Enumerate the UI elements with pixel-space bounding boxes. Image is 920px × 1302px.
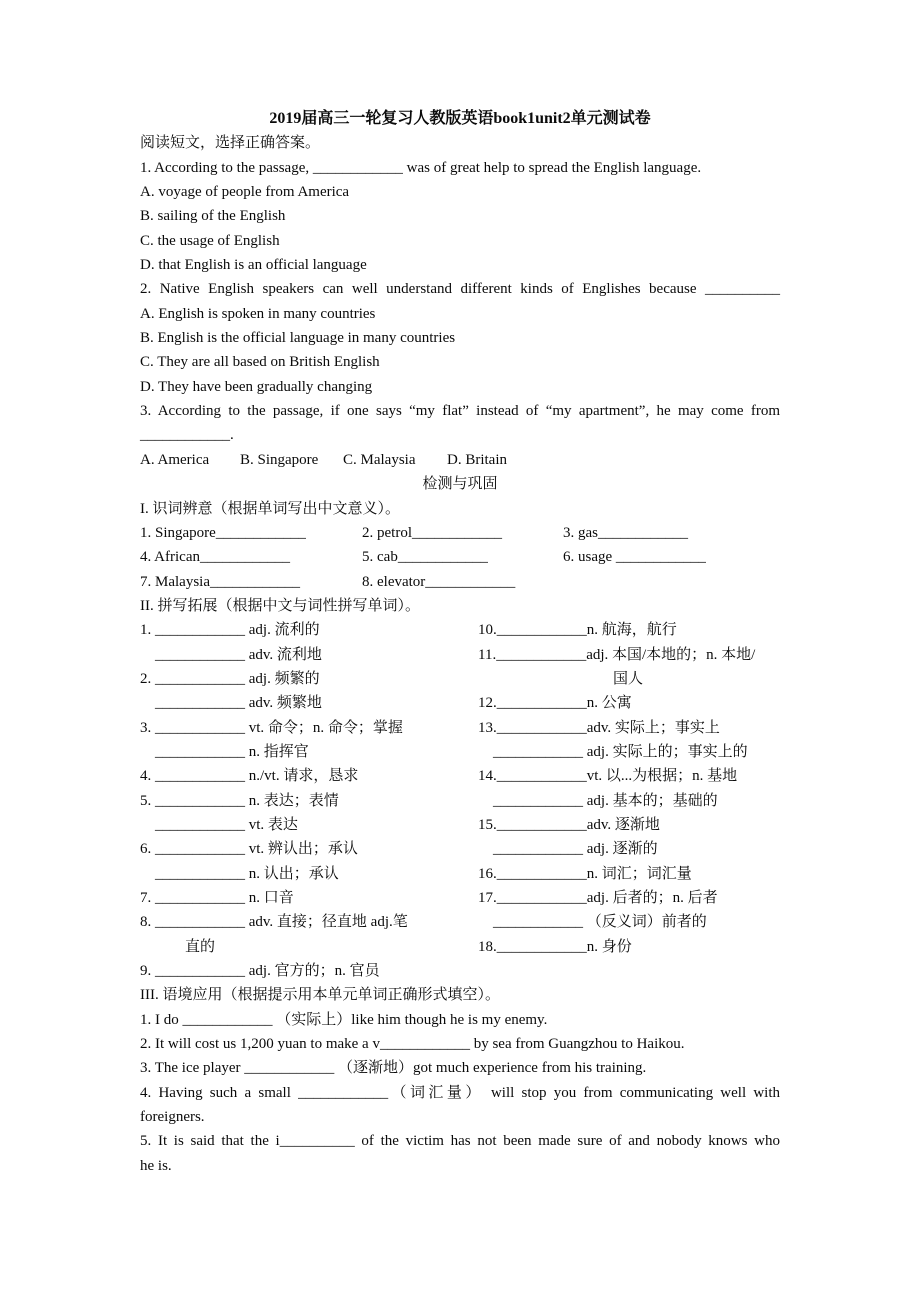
- sentence-line: foreigners.: [140, 1109, 205, 1126]
- reading-instruction: 阅读短文，选择正确答案。: [140, 135, 321, 152]
- spelling-row: [140, 813, 780, 837]
- word-blank-item: 4. African____________: [140, 549, 290, 566]
- spelling-item-right: 国人: [478, 670, 644, 687]
- sentence-line: 3. The ice player ____________ （逐渐地）got much experience from his training.: [140, 1060, 647, 1077]
- spelling-row: [140, 618, 780, 642]
- option-cell: C. Malaysia: [343, 451, 416, 468]
- spelling-item-left: ____________ n. 指挥官: [140, 743, 309, 760]
- review-section-heading: 检测与巩固: [422, 476, 498, 493]
- option-cell: A. America: [140, 451, 210, 468]
- spelling-item-right: ____________ adj. 基本的；基础的: [478, 792, 718, 809]
- option-line: C. the usage of English: [140, 232, 280, 249]
- spelling-item-right: ____________ adj. 逐渐的: [478, 841, 658, 858]
- spelling-row: [140, 789, 780, 813]
- spelling-item-right: 14.____________vt. 以...为根据；n. 基地: [478, 768, 738, 785]
- sentence-line: 2. It will cost us 1,200 yuan to make a v____________ by sea from Guangzhou to Haikou.: [140, 1036, 685, 1053]
- spelling-item-left: 9. ____________ adj. 官方的；n. 官员: [140, 963, 380, 980]
- spelling-item-right: 17.____________adj. 后者的；n. 后者: [478, 890, 718, 906]
- spelling-item-right: [478, 959, 780, 983]
- word-blank-item: 5. cab____________: [362, 549, 488, 566]
- spelling-item-left: 2. ____________ adj. 频繁的: [140, 670, 320, 687]
- spelling-row: [140, 959, 780, 983]
- word-blank-item: 2. petrol____________: [362, 524, 502, 541]
- spelling-item-left: ____________ vt. 表达: [140, 816, 298, 833]
- word-row: [140, 521, 780, 545]
- question-3-blank-line: ____________.: [140, 427, 234, 444]
- spelling-row: [140, 862, 780, 886]
- spelling-row: [140, 935, 780, 959]
- question-2: 2. Native English speakers can well understand different kinds of Englishes because __________: [140, 281, 780, 298]
- document-title: 2019届高三一轮复习人教版英语book1unit2单元测试卷: [269, 110, 651, 127]
- spelling-item-left: 1. ____________ adj. 流利的: [140, 622, 320, 639]
- word-blank-item: 7. Malaysia____________: [140, 573, 300, 590]
- spelling-item-right: ____________ adj. 实际上的；事实上的: [478, 743, 748, 760]
- part3-heading: III. 语境应用（根据提示用本单元单词正确形式填空）。: [140, 987, 500, 1004]
- part1-word-rows: [140, 521, 780, 594]
- spelling-item-right: 13.____________adv. 实际上；事实上: [478, 719, 720, 736]
- option-line: B. English is the official language in many countries: [140, 330, 456, 347]
- spelling-item-left: ____________ adv. 流利地: [140, 646, 322, 663]
- spelling-item-right: 18.____________n. 身份: [478, 938, 632, 955]
- option-line: B. sailing of the English: [140, 208, 286, 225]
- option-cell: D. Britain: [447, 451, 507, 468]
- word-blank-item: [563, 570, 780, 594]
- spelling-item-right: 11.____________adj. 本国/本地的；n. 本地/: [478, 646, 756, 663]
- word-blank-item: 8. elevator____________: [362, 573, 516, 590]
- spelling-row: [140, 643, 780, 667]
- word-row: [140, 545, 780, 569]
- spelling-row: [140, 837, 780, 861]
- spelling-item-left: 直的: [140, 938, 216, 955]
- spelling-item-left: ____________ adv. 频繁地: [140, 695, 322, 712]
- part2-heading: II. 拼写拓展（根据中文与词性拼写单词）。: [140, 597, 420, 614]
- spelling-item-left: ____________ n. 认出；承认: [140, 865, 339, 882]
- spelling-item-right: 10.____________n. 航海，航行: [478, 622, 677, 639]
- sentence-line: 5. It is said that the i__________ of the victim has not been made sure of and nobody knows who: [140, 1133, 780, 1150]
- spelling-row: [140, 764, 780, 788]
- spelling-item-right: 16.____________n. 词汇；词汇量: [478, 865, 692, 882]
- question-2-options: [140, 302, 780, 399]
- spelling-item-left: 4. ____________ n./vt. 请求，恳求: [140, 768, 359, 785]
- spelling-item-right: 15.____________adv. 逐渐地: [478, 816, 660, 833]
- question-3-options-row: [140, 448, 780, 472]
- option-line: D. They have been gradually changing: [140, 378, 373, 395]
- spelling-item-right: ____________ （反义词）前者的: [478, 914, 707, 931]
- option-line: A. voyage of people from America: [140, 184, 350, 201]
- word-blank-item: 6. usage ____________: [563, 549, 706, 566]
- question-1-options: [140, 180, 780, 277]
- spelling-row: [140, 910, 780, 934]
- spelling-item-left: 7. ____________ n. 口音: [140, 890, 294, 906]
- spelling-row: [140, 691, 780, 715]
- sentence-line: he is.: [140, 1157, 172, 1174]
- spelling-row: [140, 667, 780, 691]
- spelling-item-right: 12.____________n. 公寓: [478, 695, 632, 712]
- word-row: [140, 570, 780, 594]
- option-line: C. They are all based on British English: [140, 354, 380, 371]
- question-3-line1: 3. According to the passage, if one says “my flat” instead of “my apartment”, he may come from: [140, 403, 780, 420]
- spelling-item-left: 3. ____________ vt. 命令；n. 命令；掌握: [140, 719, 403, 736]
- spelling-item-left: 8. ____________ adv. 直接；径直地 adj.笔: [140, 914, 408, 931]
- option-cell: B. Singapore: [240, 451, 319, 468]
- spelling-row: [140, 716, 780, 740]
- sentence-line: 1. I do ____________ （实际上）like him though he is my enemy.: [140, 1011, 548, 1028]
- word-blank-item: 3. gas____________: [563, 524, 688, 541]
- spelling-row: [140, 886, 780, 910]
- question-1: 1. According to the passage, ____________ was of great help to spread the English language.: [140, 159, 702, 176]
- sentence-line: 4. Having such a small ____________（词汇量） will stop you from communicating well with: [140, 1084, 780, 1101]
- option-line: D. that English is an official language: [140, 257, 367, 274]
- part3-sentence-lines: [140, 1008, 780, 1178]
- option-line: A. English is spoken in many countries: [140, 305, 376, 322]
- spelling-item-left: 5. ____________ n. 表达；表情: [140, 792, 339, 809]
- spelling-row: [140, 740, 780, 764]
- word-blank-item: 1. Singapore____________: [140, 524, 306, 541]
- part1-heading: I. 识词辨意（根据单词写出中文意义）。: [140, 500, 400, 517]
- part2-spelling-rows: [140, 618, 780, 983]
- spelling-item-left: 6. ____________ vt. 辨认出；承认: [140, 841, 358, 858]
